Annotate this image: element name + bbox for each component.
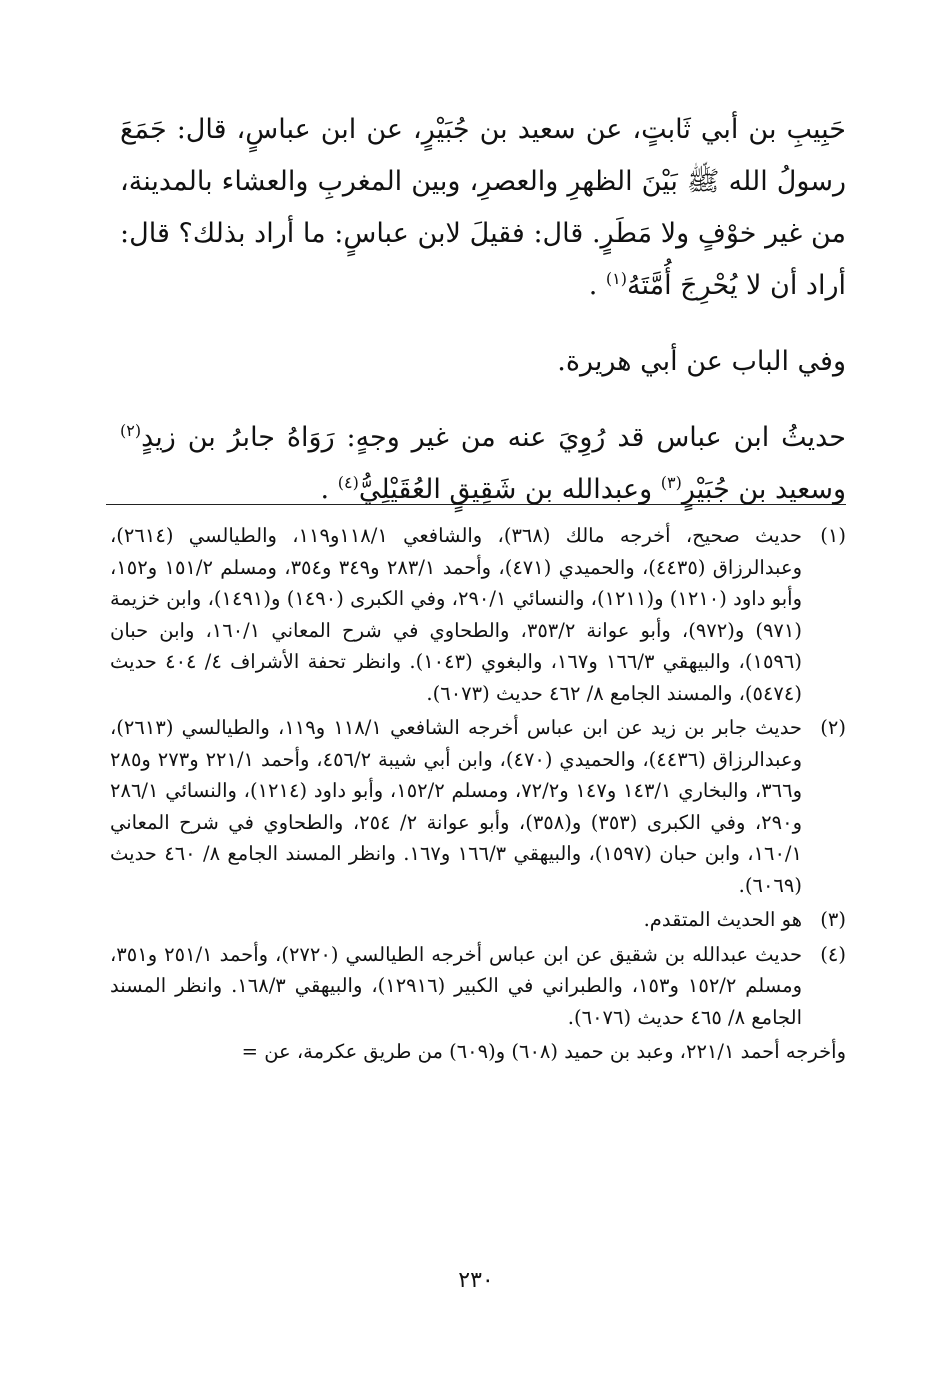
footnote-number: (١) xyxy=(820,524,846,547)
commentary-text-c: وعبدالله بن شَقِيقٍ العُقَيْلِيُّ xyxy=(358,474,661,505)
main-paragraph-chapter xyxy=(120,336,846,388)
main-paragraph-commentary xyxy=(120,412,846,516)
main-text xyxy=(120,104,846,516)
footnote-ref-2: (٢) xyxy=(120,421,142,440)
footnote-text: هو الحديث المتقدم. xyxy=(643,908,802,931)
footnote-divider xyxy=(106,504,846,505)
main-paragraph-hadith xyxy=(120,104,846,312)
footnotes xyxy=(106,520,846,1068)
footnote-ref-3: (٣) xyxy=(660,473,682,492)
footnote-number: (٣) xyxy=(820,908,846,931)
footnote-text: حديث عبدالله بن شقيق عن ابن عباس أخرجه الطيالسي (٢٧٢٠)، وأحمد ٢٥١/١ و٣٥١، ومسلم ١٥٢/٢ و١٥٣، والطبراني في الكبير (١٢٩١٦)، والبيهقي ١٦٨/٣. وانظر المسند الجامع ٨/ ٤٦٥ حديث (٦٠٧٦). xyxy=(110,942,802,1029)
hadith-text: حَبِيبِ بن أبي ثَابتٍ، عن سعيد بن جُبَيْرٍ، عن ابن عباسٍ، قال: جَمَعَ رسولُ الله ﷺ بَيْنَ الظهرِ والعصرِ، وبين المغربِ والعشاء بالمدينة، من غير خوْفٍ ولا مَطَرٍ. قال: فقيلَ لابن عباسٍ: ما أراد بذلك؟ قال: أراد أن لا يُحْرِجَ أُمَّتَهُ xyxy=(120,114,846,301)
chapter-note: وفي الباب عن أبي هريرة. xyxy=(557,346,846,377)
footnote-4 xyxy=(106,939,846,1034)
footnote-3 xyxy=(106,904,846,936)
commentary-text-a: حديثُ ابن عباس قد رُوِيَ عنه من غير وجهٍ: رَوَاهُ جابرُ بن زيدٍ xyxy=(141,422,846,453)
footnote-number: (٤) xyxy=(820,942,846,966)
footnote-text: حديث جابر بن زيد عن ابن عباس أخرجه الشافعي ١١٨/١ و١١٩، والطيالسي (٢٦١٣)، وعبدالرزاق (٤٤٣٦)، والحميدي (٤٧٠)، وابن أبي شيبة ٤٥٦/٢، وأحمد ٢٢١/١ و٢٧٣ و٢٨٥ و٣٦٦، والبخاري ١٤٣/١ و١٤٧ و٧٢/٢، ومسلم ١٥٢/٢، وأبو داود (١٢١٤)، والنسائي ٢٨٦/١ و٢٩٠، وفي الكبرى (٣٥٣) و(٣٥٨)، وأبو عوانة ٢/ ٢٥٤، والطحاوي في شرح المعاني ١٦٠/١، وابن حبان (١٥٩٧)، والبيهقي ١٦٦/٣ و١٦٧. وانظر المسند الجامع ٨/ ٤٦٠ حديث (٦٠٦٩). xyxy=(110,716,802,897)
footnote-number: (٢) xyxy=(820,716,846,739)
commentary-text-end: . xyxy=(320,474,338,505)
footnote-2 xyxy=(106,712,846,901)
footnote-ref-1: (١) xyxy=(605,269,628,288)
commentary-text-b: وسعيد بن جُبَيْرٍ xyxy=(681,474,846,505)
footnote-ref-4: (٤) xyxy=(337,473,359,492)
footnote-text: حديث صحيح، أخرجه مالك (٣٦٨)، والشافعي ١١٨/١و١١٩، والطيالسي (٢٦١٤)، وعبدالرزاق (٤٤٣٥)، والحميدي (٤٧١)، وأحمد ٢٨٣/١ و٣٤٩ و٣٥٤، ومسلم ١٥١/٢ و١٥٢، وأبو داود (١٢١٠) و(١٢١١)، والنسائي ٢٩٠/١، وفي الكبرى (١٤٩٠) و(١٤٩١)، وابن خزيمة (٩٧١) و(٩٧٢)، وأبو عوانة ٣٥٣/٢، والطحاوي في شرح المعاني ١٦٠/١، وابن حبان (١٥٩٦)، والبيهقي ١٦٦/٣ و١٦٧، والبغوي (١٠٤٣). وانظر تحفة الأشراف ٤/ ٤٠٤ حديث (٥٤٧٤)، والمسند الجامع ٨/ ٤٦٢ حديث (٦٠٧٣). xyxy=(110,524,802,705)
footnote-1 xyxy=(106,520,846,709)
page-number: ٢٣٠ xyxy=(458,1268,494,1293)
footnote-continuation: وأخرجه أحمد ٢٢١/١، وعبد بن حميد (٦٠٨) و(٦٠٩) من طريق عكرمة، عن = xyxy=(241,1040,846,1063)
hadith-text-end: . xyxy=(588,270,606,301)
